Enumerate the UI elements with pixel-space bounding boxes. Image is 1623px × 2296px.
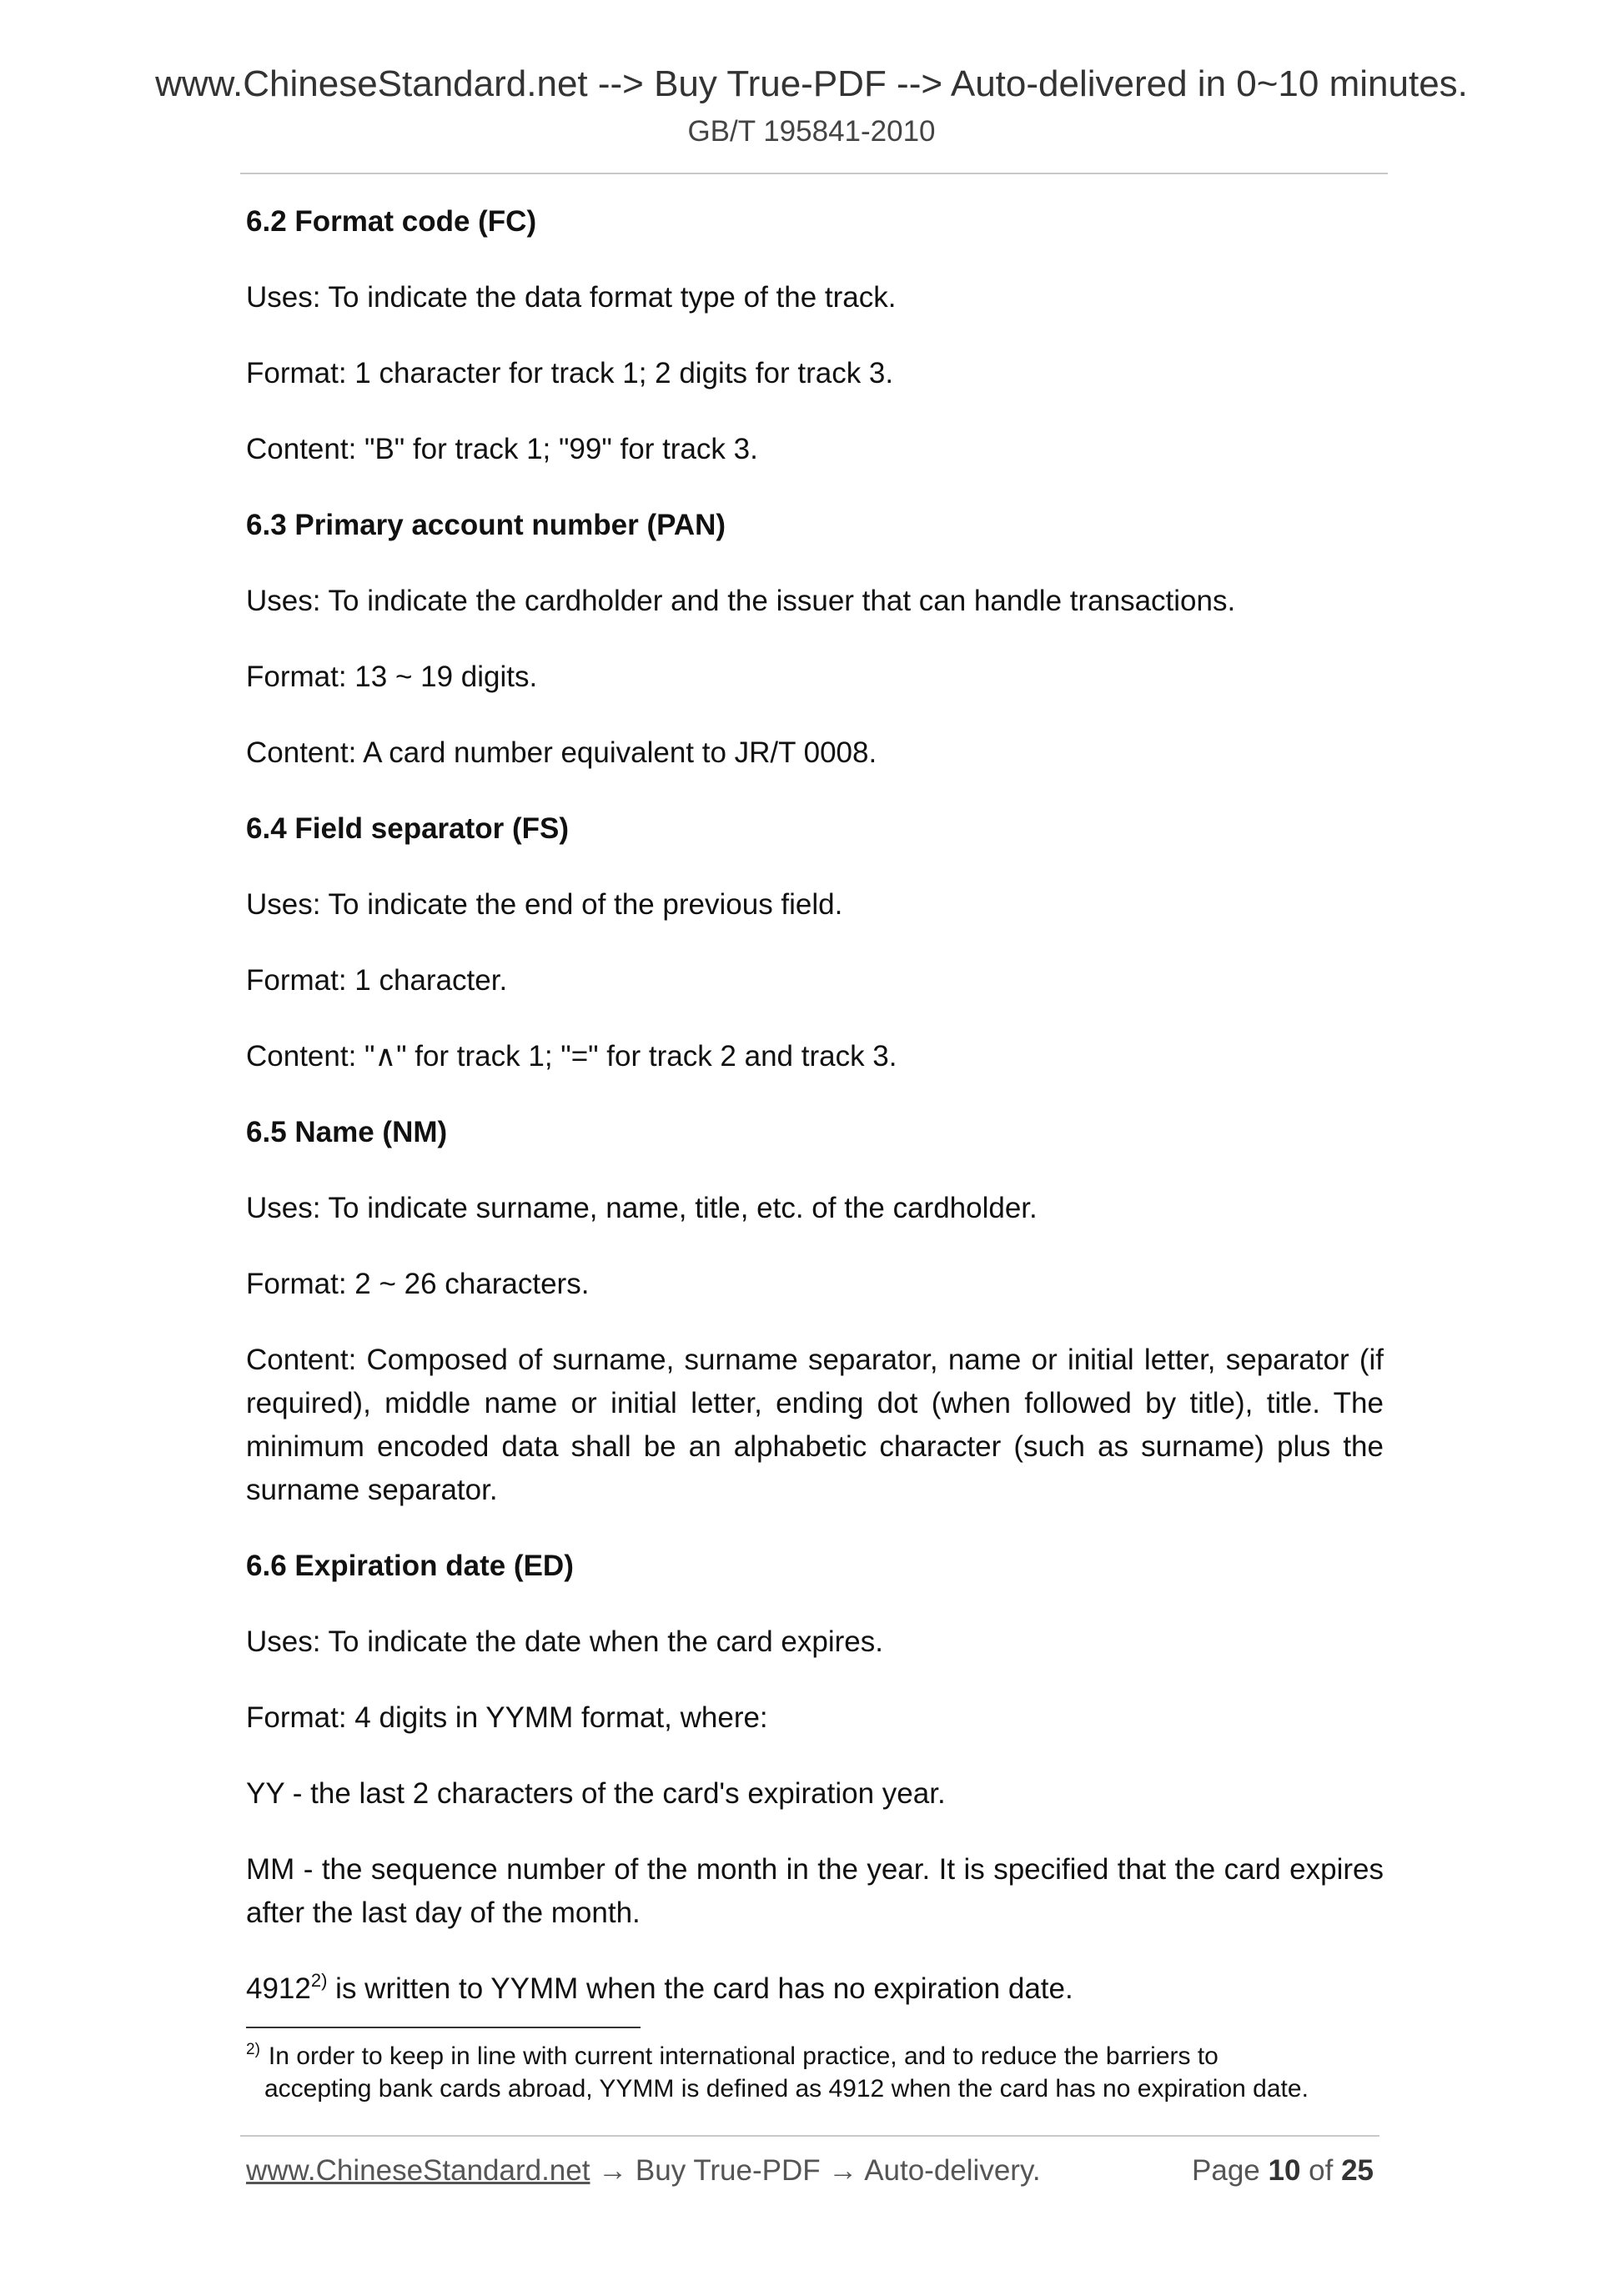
footer-promo [246, 2154, 1041, 2187]
section-heading-6-4: 6.4 Field separator (FS) [246, 812, 570, 845]
page-of: of [1300, 2154, 1342, 2187]
footer-buy-text: Buy True-PDF [635, 2154, 821, 2187]
paragraph-fc-uses: Uses: To indicate the data format type of the track. [246, 281, 897, 314]
footnote-text-line2: accepting bank cards abroad, YYMM is defined as 4912 when the card has no expiration date. [264, 2075, 1309, 2103]
footnote-text-line1: In order to keep in line with current international practice, and to reduce the barriers to [268, 2042, 1219, 2070]
page-footer [246, 2154, 1384, 2188]
paragraph-fs-format: Format: 1 character. [246, 964, 508, 997]
paragraph-ed-yy: YY - the last 2 characters of the card's expiration year. [246, 1777, 946, 1810]
header-divider [240, 173, 1388, 174]
footnote [246, 2040, 1384, 2105]
paragraph-pan-format: Format: 13 ~ 19 digits. [246, 661, 538, 693]
page-total: 25 [1341, 2154, 1374, 2187]
arrow-icon: → [820, 2154, 865, 2187]
paragraph-ed-format: Format: 4 digits in YYMM format, where: [246, 1701, 768, 1734]
paragraph-ed-mm: MM - the sequence number of the month in the year. It is specified that the card expires after the last day of the month. [246, 1853, 1384, 1929]
paragraph-fc-content: Content: "B" for track 1; "99" for track 3. [246, 433, 758, 465]
no-expiry-text: is written to YYMM when the card has no expiration date. [327, 1972, 1073, 2005]
page-current: 10 [1268, 2154, 1301, 2187]
section-heading-6-3: 6.3 Primary account number (PAN) [246, 509, 726, 541]
arrow-icon: → [590, 2154, 636, 2187]
paragraph-ed-uses: Uses: To indicate the date when the card expires. [246, 1625, 883, 1658]
paragraph-pan-uses: Uses: To indicate the cardholder and the issuer that can handle transactions. [246, 585, 1236, 617]
page-number [1192, 2154, 1374, 2188]
document-code: GB/T 195841-2010 [687, 115, 936, 148]
paragraph-fs-content: Content: "∧" for track 1; "=" for track 2 and track 3. [246, 1040, 897, 1073]
footnote-marker: 2) [246, 2041, 260, 2058]
section-heading-6-2: 6.2 Format code (FC) [246, 205, 537, 238]
page-label: Page [1192, 2154, 1269, 2187]
paragraph-nm-content: Content: Composed of surname, surname separator, name or initial letter, separator (if required), middle name or initial letter, ending dot (when followed by title), title. The minimum encoded data shall be an alphabetic character (such as surname) plus the surname separator. [246, 1344, 1384, 1506]
paragraph-pan-content: Content: A card number equivalent to JR/T 0008. [246, 736, 877, 769]
document-body [246, 200, 1384, 2043]
no-expiry-value: 4912 [246, 1972, 311, 2005]
paragraph-nm-format: Format: 2 ~ 26 characters. [246, 1268, 590, 1300]
section-heading-6-6: 6.6 Expiration date (ED) [246, 1550, 574, 1582]
paragraph-fc-format: Format: 1 character for track 1; 2 digits for track 3. [246, 357, 894, 389]
section-heading-6-5: 6.5 Name (NM) [246, 1116, 448, 1148]
footer-auto-text: Auto-delivery. [864, 2154, 1041, 2187]
footer-divider [240, 2135, 1379, 2137]
footer-site-link[interactable]: www.ChineseStandard.net [246, 2154, 590, 2187]
paragraph-nm-uses: Uses: To indicate surname, name, title, etc. of the cardholder. [246, 1192, 1038, 1224]
site-banner: www.ChineseStandard.net --> Buy True-PDF --> Auto-delivered in 0~10 minutes. [155, 63, 1468, 104]
footnote-divider [246, 2027, 641, 2028]
footnote-reference[interactable]: 2) [310, 1970, 328, 1991]
paragraph-ed-no-expiry [246, 1967, 1384, 2011]
paragraph-fs-uses: Uses: To indicate the end of the previous field. [246, 888, 843, 921]
